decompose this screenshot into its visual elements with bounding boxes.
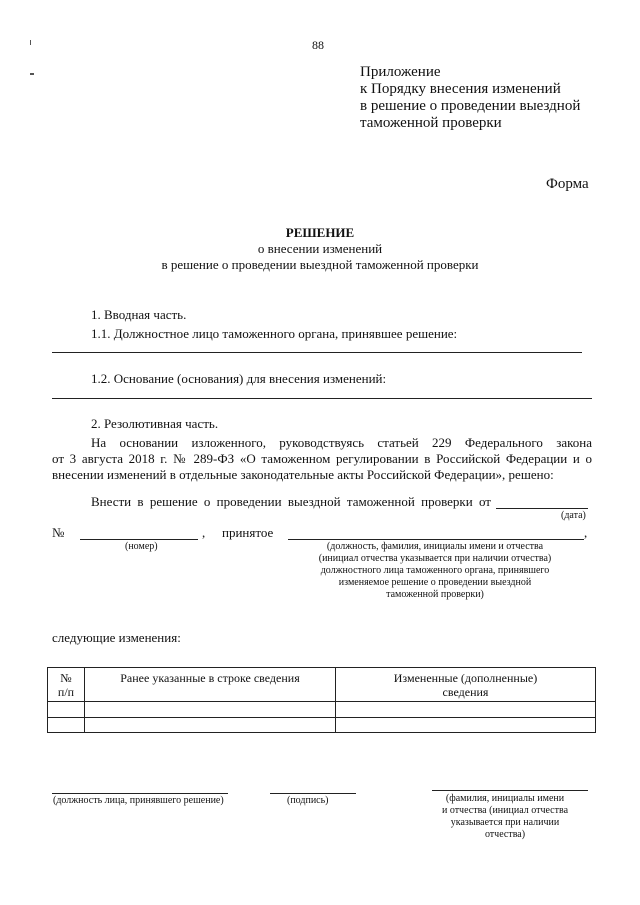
appendix-line: в решение о проведении выездной <box>360 98 581 114</box>
accepted-label: принятое <box>222 525 274 540</box>
document-title <box>120 225 520 273</box>
table-header-cell: Измененные (дополненные) сведения <box>336 668 596 702</box>
name-caption-line: (фамилия, инициалы имени <box>445 793 565 804</box>
official-caption-line: (инициал отчества указывается при наличии отчества) <box>318 553 552 564</box>
table-row <box>48 718 596 733</box>
comma: , <box>202 525 206 540</box>
make-changes-text: Внести в решение о проведении выездной таможенной проверки от <box>91 494 491 509</box>
position-caption: (должность лица, принявшего решение) <box>53 795 224 806</box>
signature-sign-line <box>270 793 356 794</box>
fill-line-basis <box>52 398 592 399</box>
date-caption: (дата) <box>561 510 586 521</box>
table-header-row <box>48 668 596 702</box>
official-caption-line: должностного лица таможенного органа, принявшего <box>320 565 550 576</box>
name-caption-line: отчества) <box>484 829 526 840</box>
title-main: РЕШЕНИЕ <box>285 225 355 240</box>
name-caption <box>420 793 590 841</box>
title-sub: в решение о проведении выездной таможенной проверки <box>161 257 479 272</box>
form-label: Форма <box>546 176 589 192</box>
table-row <box>48 702 596 718</box>
law-line: внесении изменений в отдельные законодательные акты Российской Федерации», решено: <box>52 467 554 482</box>
table-cell[interactable] <box>336 718 596 733</box>
sign-caption: (подпись) <box>287 795 329 806</box>
official-caption-line: таможенной проверки) <box>386 589 484 600</box>
number-sign: № <box>52 525 65 540</box>
number-caption: (номер) <box>125 541 158 552</box>
changes-table <box>47 667 596 733</box>
signature-position-line <box>52 793 228 794</box>
law-paragraph <box>52 435 592 483</box>
title-sub: о внесении изменений <box>257 241 383 256</box>
signature-name-line <box>432 790 588 791</box>
law-line: На основании изложенного, руководствуясь статьей 229 Федерального закона <box>91 435 592 450</box>
appendix-line: таможенной проверки <box>360 115 502 131</box>
fill-line-official-accepted <box>288 539 584 540</box>
law-line: от 3 августа 2018 г. № 289-ФЗ «О таможенном регулировании в Российской Федерации и о <box>52 451 592 466</box>
table-cell[interactable] <box>336 702 596 718</box>
page-number: 88 <box>312 38 324 52</box>
name-caption-line: и отчества (инициал отчества <box>441 805 569 816</box>
section-official: 1.1. Должностное лицо таможенного органа, принявшее решение: <box>91 326 458 341</box>
fill-line-number <box>80 539 198 540</box>
official-caption-line: (должность, фамилия, инициалы имени и отчества <box>326 541 544 552</box>
section-intro: 1. Вводная часть. <box>91 307 187 322</box>
scan-mark <box>30 73 34 75</box>
official-caption <box>295 541 575 601</box>
table-header-cell: № п/п <box>48 668 85 702</box>
table-cell[interactable] <box>48 702 85 718</box>
appendix-line: Приложение <box>360 64 441 80</box>
section-basis: 1.2. Основание (основания) для внесения изменений: <box>91 371 387 386</box>
following-changes-label: следующие изменения: <box>52 630 181 645</box>
section-resolutive: 2. Резолютивная часть. <box>91 416 219 431</box>
appendix-line: к Порядку внесения изменений <box>360 81 561 97</box>
scan-mark <box>30 40 31 45</box>
name-caption-line: указывается при наличии <box>450 817 560 828</box>
fill-line-date <box>496 508 588 509</box>
appendix-block <box>360 64 630 132</box>
official-caption-line: изменяемое решение о проведении выездной <box>338 577 532 588</box>
table-header-cell: Ранее указанные в строке сведения <box>85 668 336 702</box>
trailing-comma: , <box>584 525 588 540</box>
table-cell[interactable] <box>85 702 336 718</box>
fill-line-official <box>52 352 582 353</box>
table-cell[interactable] <box>48 718 85 733</box>
table-cell[interactable] <box>85 718 336 733</box>
